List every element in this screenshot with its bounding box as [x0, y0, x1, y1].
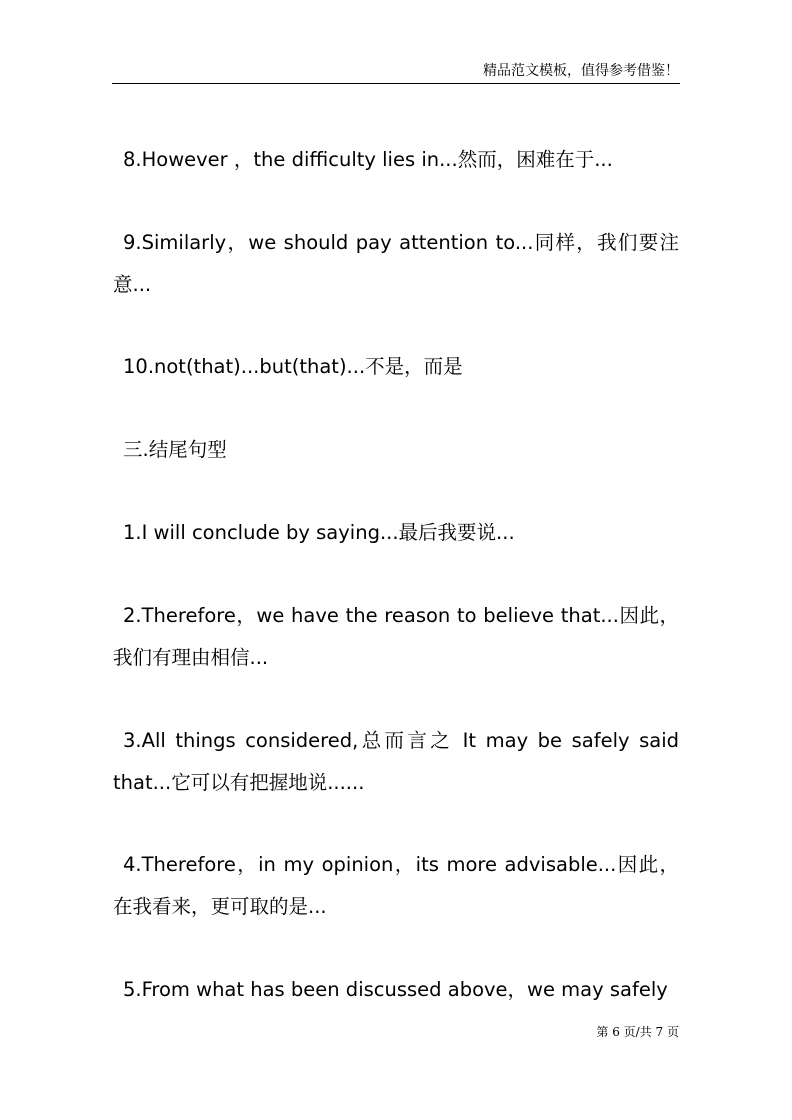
paragraph-phrase-8: 8.However ，the difficulty lies in...然而，困难在于...	[123, 148, 613, 171]
paragraph-closing-1: 1.I will conclude by saying...最后我要说...	[123, 521, 515, 544]
paragraph-phrase-10: 10.not(that)...but(that)...不是，而是	[123, 355, 463, 378]
paragraph-closing-2: 2.Therefore，we have the reason to believe that...因此，我们有理由相信...	[113, 604, 679, 669]
paragraph-phrase-9: 9.Similarly，we should pay attention to...同样，我们要注意...	[113, 231, 679, 296]
paragraph-closing-4: 4.Therefore，in my opinion，its more advisable...因此，在我看来，更可取的是...	[113, 853, 679, 918]
page-header-text: 精品范文模板，值得参考借鉴！	[483, 63, 679, 79]
header-divider	[112, 83, 680, 84]
page-number: 第 6 页/共 7 页	[596, 1025, 679, 1039]
section-heading-closing-patterns: 三.结尾句型	[123, 438, 227, 461]
paragraph-closing-5: 5.From what has been discussed above，we may safely	[123, 978, 668, 1001]
paragraph-closing-3: 3.All things considered,总而言之 It may be safely said that...它可以有把握地说......	[113, 729, 679, 794]
